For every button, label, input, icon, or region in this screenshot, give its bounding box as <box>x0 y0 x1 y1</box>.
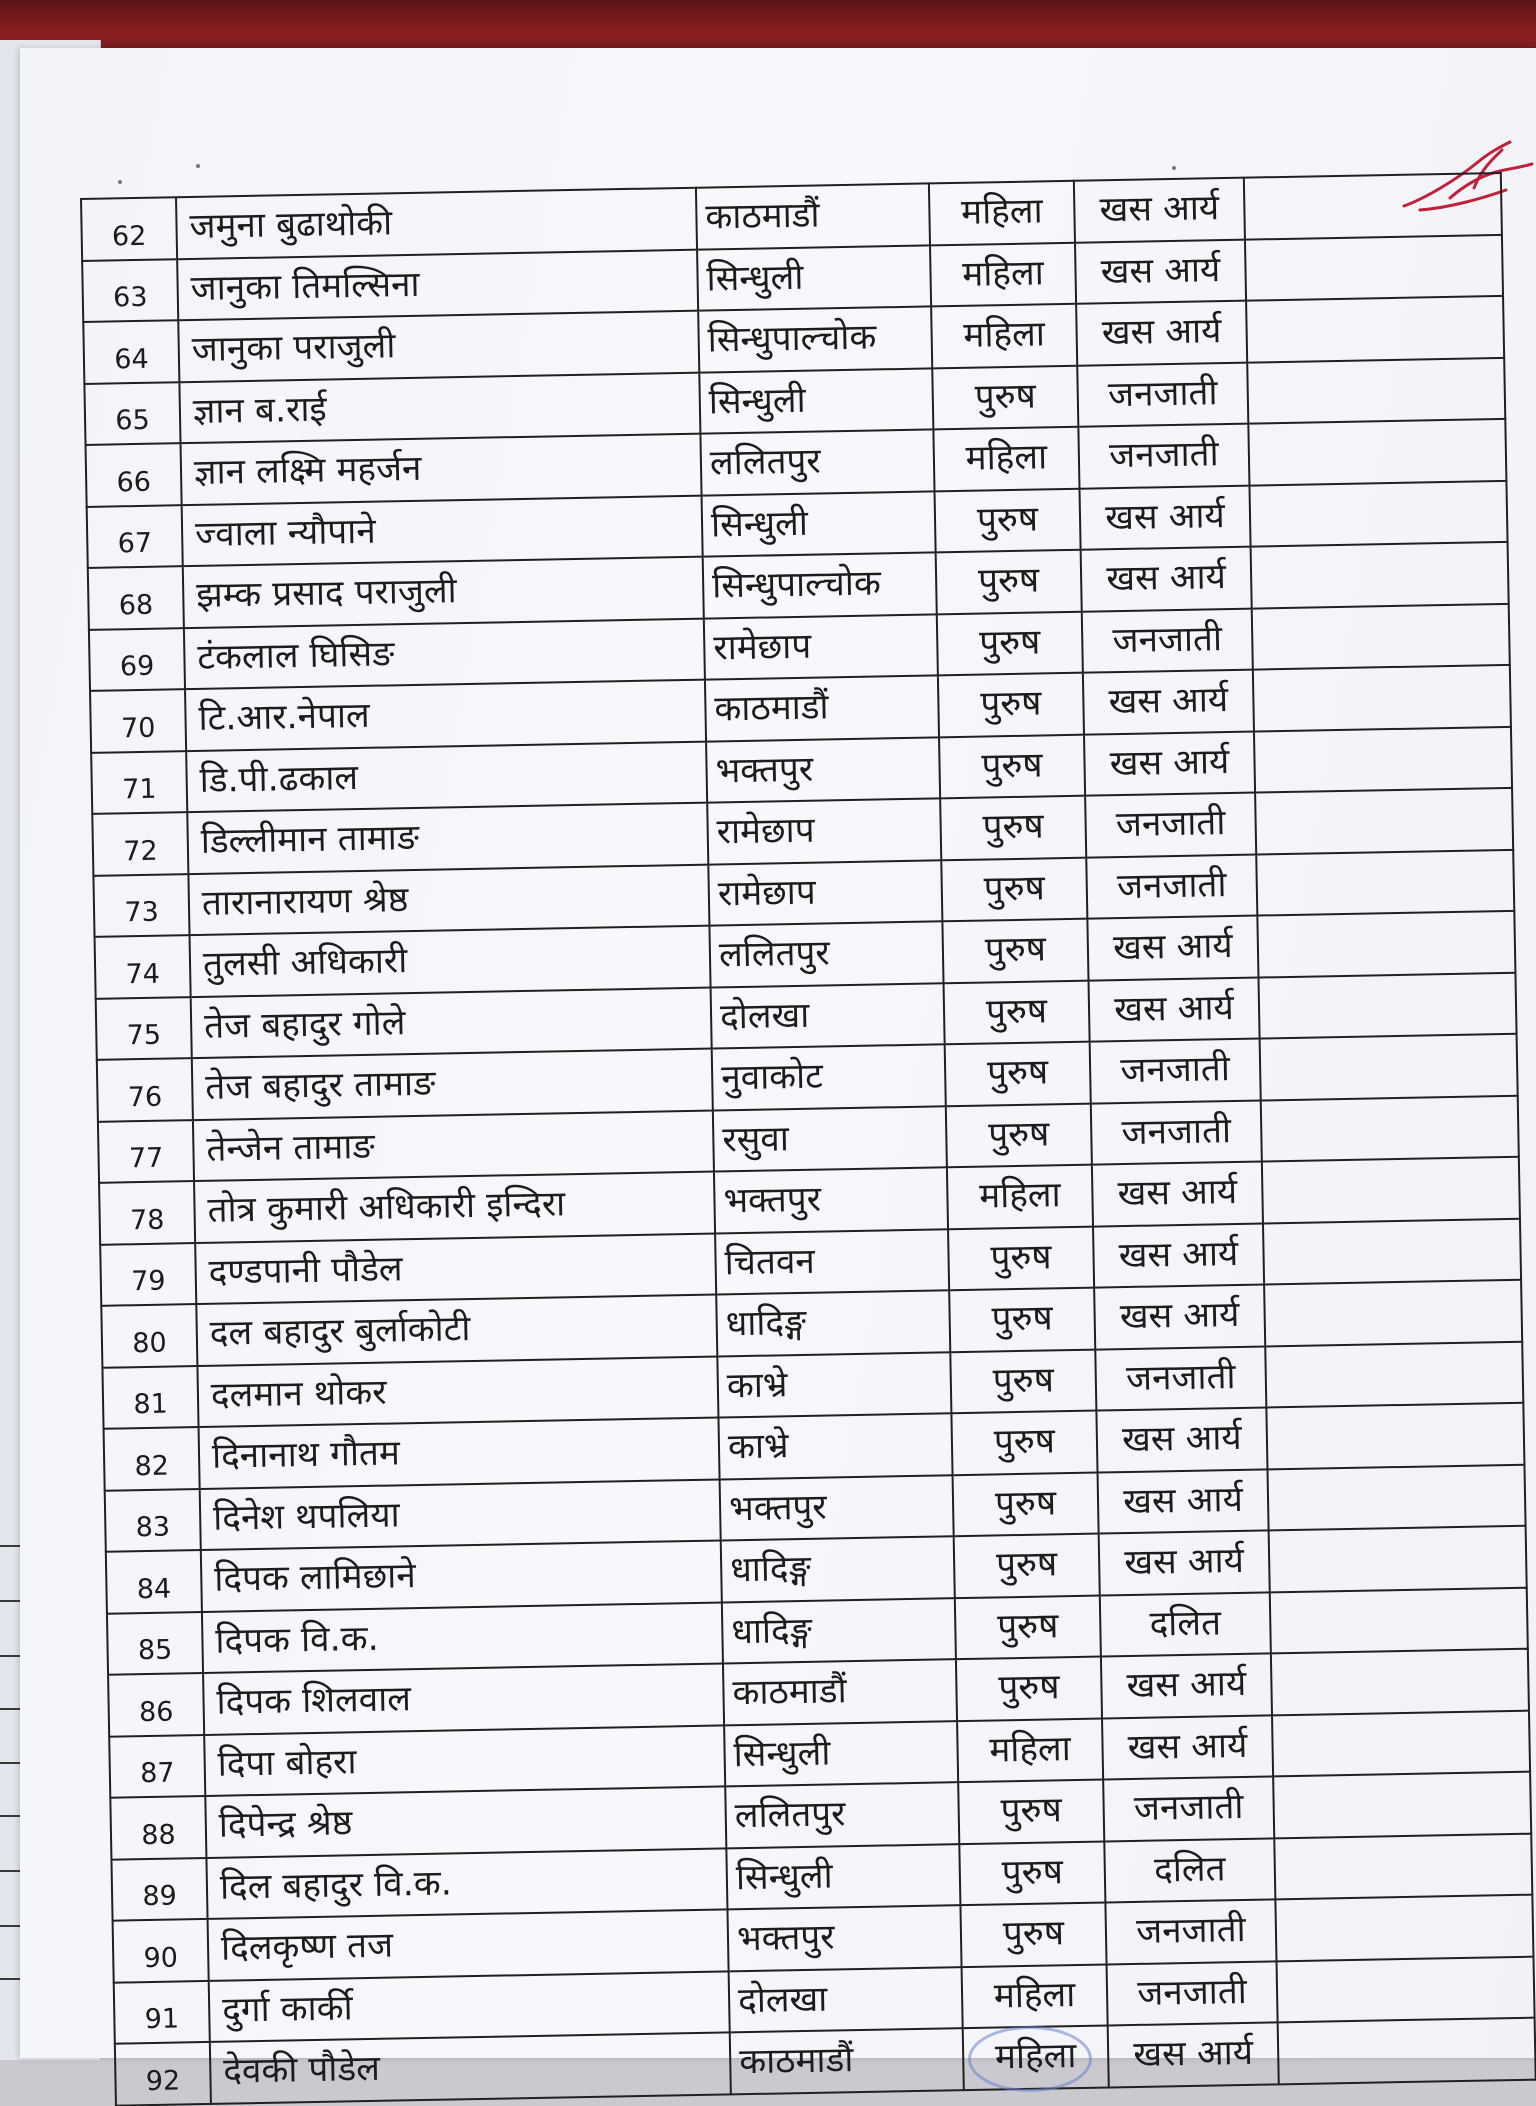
serial-number-cell: 91 <box>114 1980 210 2043</box>
gender-cell: पुरुष <box>953 1472 1099 1536</box>
name-cell: दिनेश थपलिया <box>200 1479 721 1550</box>
district-cell: ललितपुर <box>725 1782 959 1848</box>
remarks-cell <box>1269 1526 1527 1592</box>
serial-number-cell: 62 <box>81 197 177 260</box>
district-cell: रामेछाप <box>704 614 938 680</box>
remarks-cell <box>1271 1649 1529 1715</box>
caste-group-cell: खस आर्य <box>1079 485 1250 550</box>
caste-group-cell: खस आर्य <box>1087 916 1258 981</box>
paper-speck <box>196 164 200 168</box>
roster-table-container <box>80 172 1535 2106</box>
gender-cell: पुरुष <box>932 365 1078 429</box>
serial-number-cell: 82 <box>104 1427 200 1490</box>
roster-table-body <box>81 173 1536 2105</box>
serial-number-cell: 68 <box>88 566 184 629</box>
name-cell: डि.पी.ढकाल <box>186 741 707 812</box>
caste-group-cell: जनजाती <box>1082 608 1253 673</box>
gender-cell: महिला <box>963 2025 1109 2089</box>
caste-group-cell: जनजाती <box>1107 1961 1278 2026</box>
caste-group-cell: जनजाती <box>1078 424 1249 489</box>
gender-cell: पुरुष <box>938 673 1084 737</box>
district-cell: काभ्रे <box>718 1413 952 1479</box>
remarks-cell <box>1246 296 1504 362</box>
caste-group-cell: खस आर्य <box>1075 239 1246 304</box>
caste-group-cell: खस आर्य <box>1084 731 1255 796</box>
serial-number-cell: 79 <box>100 1243 196 1306</box>
caste-group-cell: खस आर्य <box>1093 1223 1264 1288</box>
remarks-cell <box>1266 1403 1524 1469</box>
name-cell: दिनानाथ गौतम <box>199 1418 720 1489</box>
name-cell: जानुका तिमल्सिना <box>177 249 698 320</box>
gender-cell: पुरुष <box>939 734 1085 798</box>
serial-number-cell: 71 <box>91 751 187 814</box>
office-stamp <box>968 2026 1092 2092</box>
name-cell: दिपक लामिछाने <box>201 1540 722 1611</box>
serial-number-cell: 83 <box>105 1489 201 1552</box>
name-cell: दिपक वि.क. <box>202 1602 723 1673</box>
district-cell: सिन्धुली <box>702 491 936 557</box>
caste-group-cell: जनजाती <box>1077 362 1248 427</box>
gender-cell: पुरुष <box>944 980 1090 1044</box>
caste-group-cell: खस आर्य <box>1094 1284 1265 1349</box>
name-cell: दिपा बोहरा <box>204 1725 725 1796</box>
caste-group-cell: जनजाती <box>1085 793 1256 858</box>
caste-group-cell: जनजाती <box>1105 1899 1276 1964</box>
district-cell: भक्तपुर <box>720 1475 954 1541</box>
name-cell: दिपक शिलवाल <box>203 1663 724 1734</box>
serial-number-cell: 74 <box>95 935 191 998</box>
caste-group-cell: खस आर्य <box>1081 547 1252 612</box>
caste-group-cell: खस आर्य <box>1099 1530 1270 1595</box>
remarks-cell <box>1260 1034 1518 1100</box>
district-cell: ललितपुर <box>700 429 934 495</box>
gender-cell: पुरुष <box>956 1657 1102 1721</box>
remarks-cell <box>1255 788 1513 854</box>
district-cell: दोलखा <box>729 1967 963 2033</box>
name-cell: दिलकृष्ण तज <box>208 1909 729 1980</box>
gender-cell: पुरुष <box>959 1841 1105 1905</box>
gender-cell: पुरुष <box>960 1902 1106 1966</box>
gender-cell: महिला <box>933 427 1079 491</box>
gender-cell: पुरुष <box>950 1349 1096 1413</box>
remarks-cell <box>1275 1895 1533 1961</box>
district-cell: सिन्धुली <box>699 368 933 434</box>
caste-group-cell: खस आर्य <box>1102 1715 1273 1780</box>
district-cell: भक्तपुर <box>714 1167 948 1233</box>
serial-number-cell: 84 <box>106 1550 202 1613</box>
remarks-cell <box>1256 849 1514 915</box>
serial-number-cell: 87 <box>109 1734 205 1797</box>
name-cell: ज्वाला न्यौपाने <box>182 495 703 566</box>
caste-group-cell: खस आर्य <box>1089 977 1260 1042</box>
remarks-cell <box>1265 1341 1523 1407</box>
caste-group-cell: दलित <box>1100 1592 1271 1657</box>
serial-number-cell: 72 <box>92 812 188 875</box>
serial-number-cell: 76 <box>97 1058 193 1121</box>
caste-group-cell: खस आर्य <box>1096 1407 1267 1472</box>
remarks-cell <box>1258 972 1516 1038</box>
remarks-cell <box>1272 1710 1530 1776</box>
name-cell: जानुका पराजुली <box>178 311 699 382</box>
serial-number-cell: 88 <box>110 1796 206 1859</box>
gender-cell: पुरुष <box>951 1411 1097 1475</box>
gender-cell: पुरुष <box>945 1042 1091 1106</box>
remarks-cell <box>1253 665 1511 731</box>
paper-speck <box>1172 166 1176 170</box>
gender-cell: पुरुष <box>935 488 1081 552</box>
gender-cell: महिला <box>929 181 1075 245</box>
remarks-cell <box>1274 1833 1532 1899</box>
district-cell: काठमाडौं <box>705 675 939 741</box>
caste-group-cell: जनजाती <box>1091 1100 1262 1165</box>
serial-number-cell: 63 <box>82 259 178 322</box>
gender-cell: पुरुष <box>941 857 1087 921</box>
remarks-cell <box>1248 419 1506 485</box>
district-cell: ललितपुर <box>709 921 943 987</box>
district-cell: काठमाडौं <box>723 1659 957 1725</box>
remarks-cell <box>1264 1280 1522 1346</box>
paper-speck <box>118 180 122 184</box>
caste-group-cell: खस आर्य <box>1074 178 1245 243</box>
district-cell: रसुवा <box>713 1106 947 1172</box>
remarks-cell <box>1261 1095 1519 1161</box>
name-cell: झम्क प्रसाद पराजुली <box>183 557 704 628</box>
gender-cell: पुरुष <box>949 1288 1095 1352</box>
remarks-cell <box>1247 357 1505 423</box>
name-cell: डिल्लीमान तामाङ <box>187 803 708 874</box>
district-cell: धादिङ्ग <box>721 1536 955 1602</box>
name-cell: टि.आर.नेपाल <box>185 680 706 751</box>
name-cell: तुलसी अधिकारी <box>190 926 711 997</box>
serial-number-cell: 78 <box>99 1181 195 1244</box>
caste-group-cell: जनजाती <box>1095 1346 1266 1411</box>
caste-group-cell: जनजाती <box>1086 854 1257 919</box>
name-cell: टंकलाल घिसिङ <box>184 618 705 689</box>
district-cell: रामेछाप <box>708 860 942 926</box>
caste-group-cell: खस आर्य <box>1083 670 1254 735</box>
district-cell: दोलखा <box>711 983 945 1049</box>
gender-cell: पुरुष <box>946 1103 1092 1167</box>
name-cell: दलमान थोकर <box>197 1356 718 1427</box>
district-cell: धादिङ्ग <box>722 1598 956 1664</box>
serial-number-cell: 66 <box>86 443 182 506</box>
gender-cell: महिला <box>947 1165 1093 1229</box>
gender-cell: पुरुष <box>937 611 1083 675</box>
remarks-cell <box>1257 911 1515 977</box>
gender-cell: पुरुष <box>940 796 1086 860</box>
gender-cell: महिला <box>957 1718 1103 1782</box>
remarks-cell <box>1277 1956 1535 2022</box>
remarks-cell <box>1251 542 1509 608</box>
name-cell: जमुना बुढाथोकी <box>176 188 697 259</box>
caste-group-cell: दलित <box>1104 1838 1275 1903</box>
name-cell: तेन्जेन तामाङ <box>193 1110 714 1181</box>
name-cell: दिल बहादुर वि.क. <box>206 1848 727 1919</box>
remarks-cell <box>1263 1218 1521 1284</box>
remarks-cell <box>1273 1772 1531 1838</box>
district-cell: काठमाडौं <box>730 2028 964 2094</box>
remarks-cell <box>1249 480 1507 546</box>
serial-number-cell: 90 <box>113 1919 209 1982</box>
remarks-cell <box>1252 603 1510 669</box>
caste-group-cell: जनजाती <box>1090 1039 1261 1104</box>
remarks-cell <box>1254 726 1512 792</box>
serial-number-cell: 89 <box>111 1857 207 1920</box>
gender-cell: पुरुष <box>948 1226 1094 1290</box>
caste-group-cell: खस आर्य <box>1092 1162 1263 1227</box>
name-cell: ज्ञान ब.राई <box>179 372 700 443</box>
serial-number-cell: 80 <box>101 1304 197 1367</box>
serial-number-cell: 69 <box>89 628 185 691</box>
serial-number-cell: 81 <box>102 1366 198 1429</box>
caste-group-cell: खस आर्य <box>1076 301 1247 366</box>
district-cell: भक्तपुर <box>706 737 940 803</box>
name-cell: दल बहादुर बुर्लाकोटी <box>196 1295 717 1366</box>
name-cell: देवकी पौडेल <box>210 2032 731 2103</box>
remarks-cell <box>1244 173 1502 239</box>
district-cell: नुवाकोट <box>712 1044 946 1110</box>
serial-number-cell: 86 <box>108 1673 204 1736</box>
serial-number-cell: 85 <box>107 1612 203 1675</box>
district-cell: धादिङ्ग <box>716 1290 950 1356</box>
district-cell: सिन्धुली <box>697 245 931 311</box>
caste-group-cell: खस आर्य <box>1098 1469 1269 1534</box>
serial-number-cell: 67 <box>87 505 183 568</box>
name-cell: तेज बहादुर गोले <box>191 987 712 1058</box>
gender-cell: पुरुष <box>958 1780 1104 1844</box>
name-cell: दिपेन्द्र श्रेष्ठ <box>205 1786 726 1857</box>
serial-number-cell: 75 <box>96 997 192 1060</box>
gender-cell: महिला <box>962 1964 1108 2028</box>
gender-cell: पुरुष <box>942 919 1088 983</box>
roster-table <box>80 172 1536 2106</box>
name-cell: दण्डपानी पौडेल <box>195 1233 716 1304</box>
serial-number-cell: 64 <box>83 320 179 383</box>
gender-cell: महिला <box>931 304 1077 368</box>
district-cell: सिन्धुपाल्चोक <box>703 552 937 618</box>
serial-number-cell: 77 <box>98 1120 194 1183</box>
remarks-cell <box>1262 1157 1520 1223</box>
district-cell: काठमाडौं <box>696 183 930 249</box>
remarks-cell <box>1245 234 1503 300</box>
district-cell: रामेछाप <box>707 798 941 864</box>
district-cell: काभ्रे <box>717 1352 951 1418</box>
remarks-cell <box>1278 2018 1536 2084</box>
district-cell: भक्तपुर <box>727 1905 961 1971</box>
gender-cell: पुरुष <box>936 550 1082 614</box>
district-cell: सिन्धुली <box>724 1721 958 1787</box>
district-cell: सिन्धुली <box>726 1844 960 1910</box>
remarks-cell <box>1270 1587 1528 1653</box>
name-cell: दुर्गा कार्की <box>209 1971 730 2042</box>
serial-number-cell: 73 <box>93 874 189 937</box>
name-cell: तारानारायण श्रेष्ठ <box>188 864 709 935</box>
caste-group-cell: जनजाती <box>1103 1776 1274 1841</box>
gender-cell: पुरुष <box>955 1595 1101 1659</box>
serial-number-cell: 70 <box>90 689 186 752</box>
gender-cell: पुरुष <box>954 1534 1100 1598</box>
name-cell: तोत्र कुमारी अधिकारी इन्दिरा <box>194 1172 715 1243</box>
caste-group-cell: खस आर्य <box>1101 1653 1272 1718</box>
serial-number-cell: 92 <box>115 2042 211 2105</box>
district-cell: चितवन <box>715 1229 949 1295</box>
caste-group-cell: खस आर्य <box>1108 2022 1279 2087</box>
remarks-cell <box>1267 1464 1525 1530</box>
name-cell: तेज बहादुर तामाङ <box>192 1049 713 1120</box>
gender-cell: महिला <box>930 242 1076 306</box>
district-cell: सिन्धुपाल्चोक <box>698 306 932 372</box>
name-cell: ज्ञान लक्ष्मि महर्जन <box>181 434 702 505</box>
serial-number-cell: 65 <box>84 382 180 445</box>
